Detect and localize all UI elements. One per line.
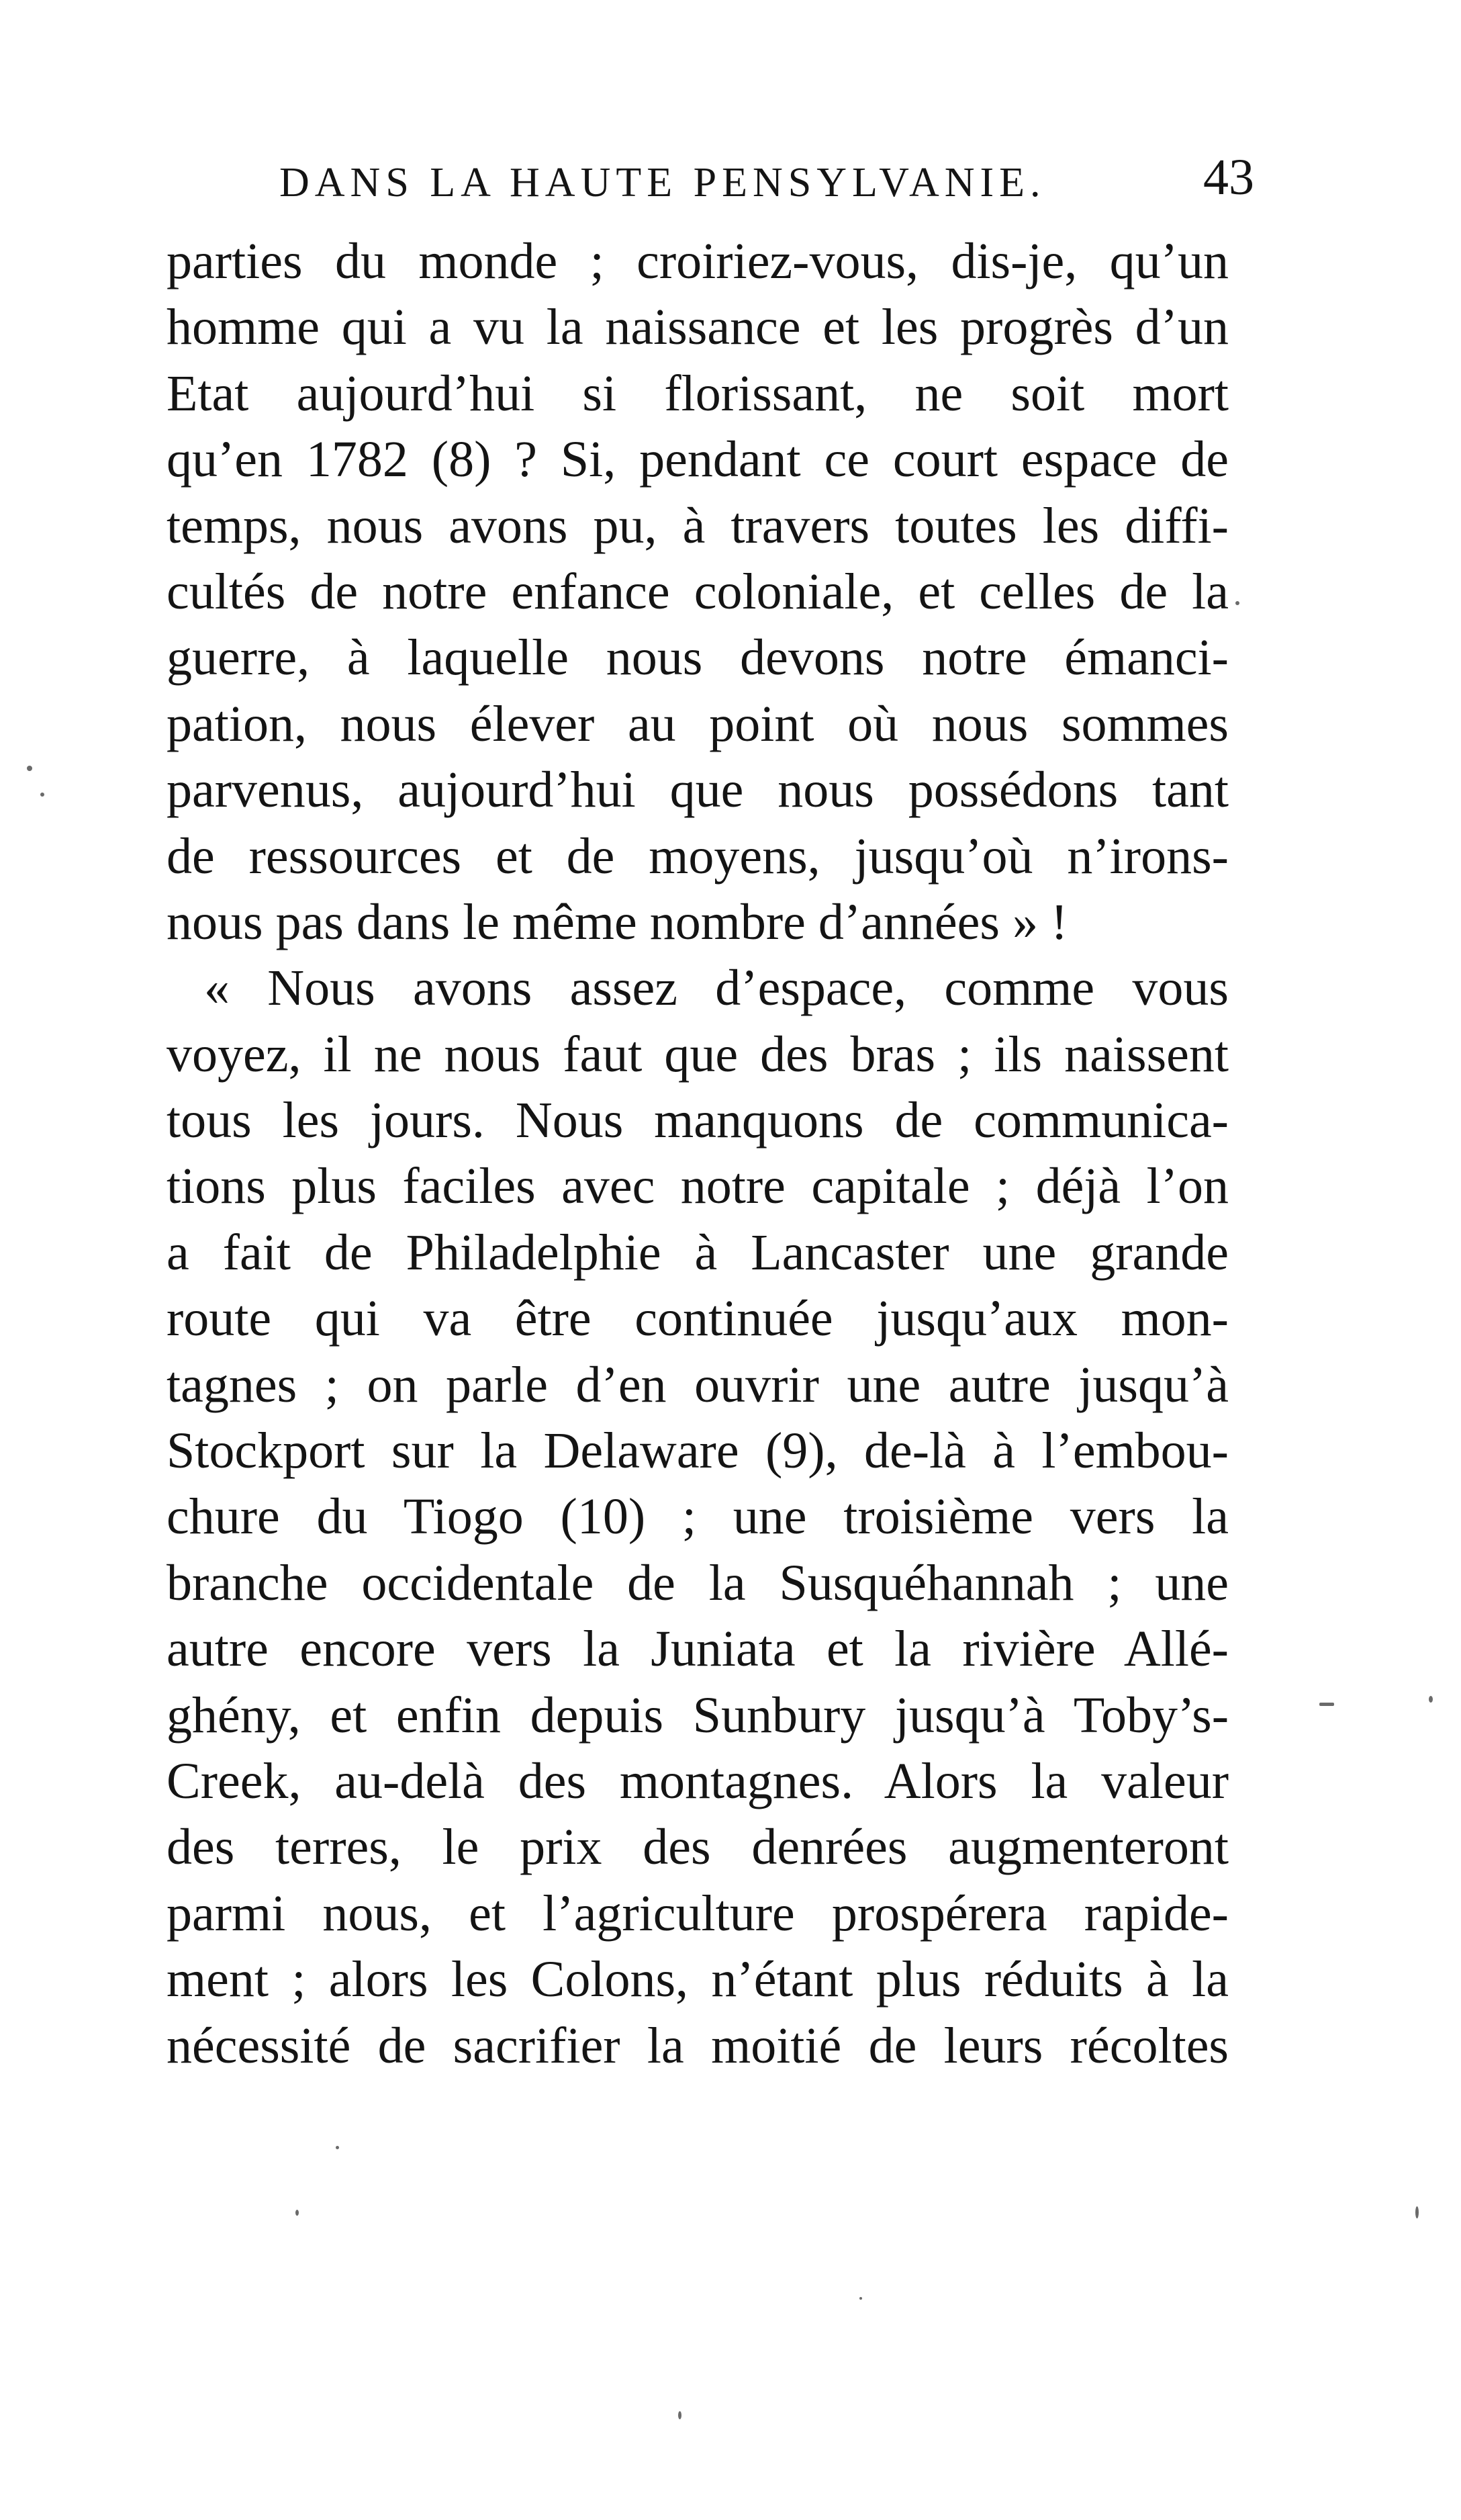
scan-speck	[1319, 1703, 1334, 1706]
text-line: parmi nous, et l’agriculture prospérera rapide-	[167, 1885, 1229, 1942]
text-line: tagnes ; on parle d’en ouvrir une autre jusqu’à	[167, 1356, 1229, 1413]
text-line: Stockport sur la Delaware (9), de-là à l’embou-	[167, 1423, 1229, 1480]
text-line: qu’en 1782 (8) ? Si, pendant ce court espace de	[167, 431, 1229, 488]
scan-speck	[1429, 1696, 1433, 1703]
text-line: parvenus, aujourd’hui que nous possédons tant	[167, 762, 1229, 819]
text-line: tions plus faciles avec notre capitale ; déjà l’on	[167, 1158, 1229, 1215]
scan-speck	[678, 2411, 681, 2419]
text-line: des terres, le prix des denrées augmenteront	[167, 1819, 1229, 1876]
scan-speck	[859, 2297, 862, 2300]
scan-speck	[295, 2210, 299, 2216]
text-line: tous les jours. Nous manquons de communica-	[167, 1092, 1229, 1149]
text-line: guerre, à laquelle nous devons notre émanci-	[167, 629, 1229, 686]
page-number: 43	[1203, 149, 1254, 206]
text-line: voyez, il ne nous faut que des bras ; ils naissent	[167, 1026, 1229, 1083]
text-line: de ressources et de moyens, jusqu’où n’irons-	[167, 827, 1229, 885]
scan-speck	[1415, 2206, 1419, 2218]
text-line: cultés de notre enfance coloniale, et celles de la	[167, 563, 1229, 620]
text-line: chure du Tiogo (10) ; une troisième vers la	[167, 1488, 1229, 1545]
text-line: Etat aujourd’hui si florissant, ne soit mort	[167, 365, 1229, 422]
text-line: ment ; alors les Colons, n’étant plus réduits à la	[167, 1951, 1229, 2008]
text-line: parties du monde ; croiriez-vous, dis-je, qu’un	[167, 233, 1229, 289]
paragraph-end-line: nous pas dans le même nombre d’années » !	[167, 893, 1068, 950]
scan-speck	[40, 793, 44, 797]
text-line: autre encore vers la Juniata et la rivière Allé-	[167, 1621, 1229, 1678]
text-line: nécessité de sacrifier la moitié de leurs récoltes	[167, 2017, 1229, 2074]
running-title: DANS LA HAUTE PENSYLVANIE.	[279, 160, 1046, 206]
text-line: a fait de Philadelphie à Lancaster une grande	[167, 1224, 1229, 1281]
text-line: pation, nous élever au point où nous sommes	[167, 695, 1229, 752]
text-line: route qui va être continuée jusqu’aux mon-	[167, 1290, 1229, 1347]
text-line: Creek, au-delà des montagnes. Alors la valeur	[167, 1752, 1229, 1809]
text-line: homme qui a vu la naissance et les progrès d’un	[167, 299, 1229, 356]
scan-speck	[27, 766, 32, 771]
scan-speck	[336, 2146, 339, 2149]
text-line: ghény, et enfin depuis Sunbury jusqu’à Toby’s-	[167, 1686, 1229, 1744]
text-line: temps, nous avons pu, à travers toutes les diffi-	[167, 497, 1229, 554]
paragraph-start-line: « Nous avons assez d’espace, comme vous	[204, 960, 1229, 1017]
running-head	[167, 144, 1254, 218]
text-line: branche occidentale de la Susquéhannah ; une	[167, 1554, 1229, 1611]
body-text	[167, 228, 1229, 2079]
scan-speck	[1235, 601, 1239, 605]
